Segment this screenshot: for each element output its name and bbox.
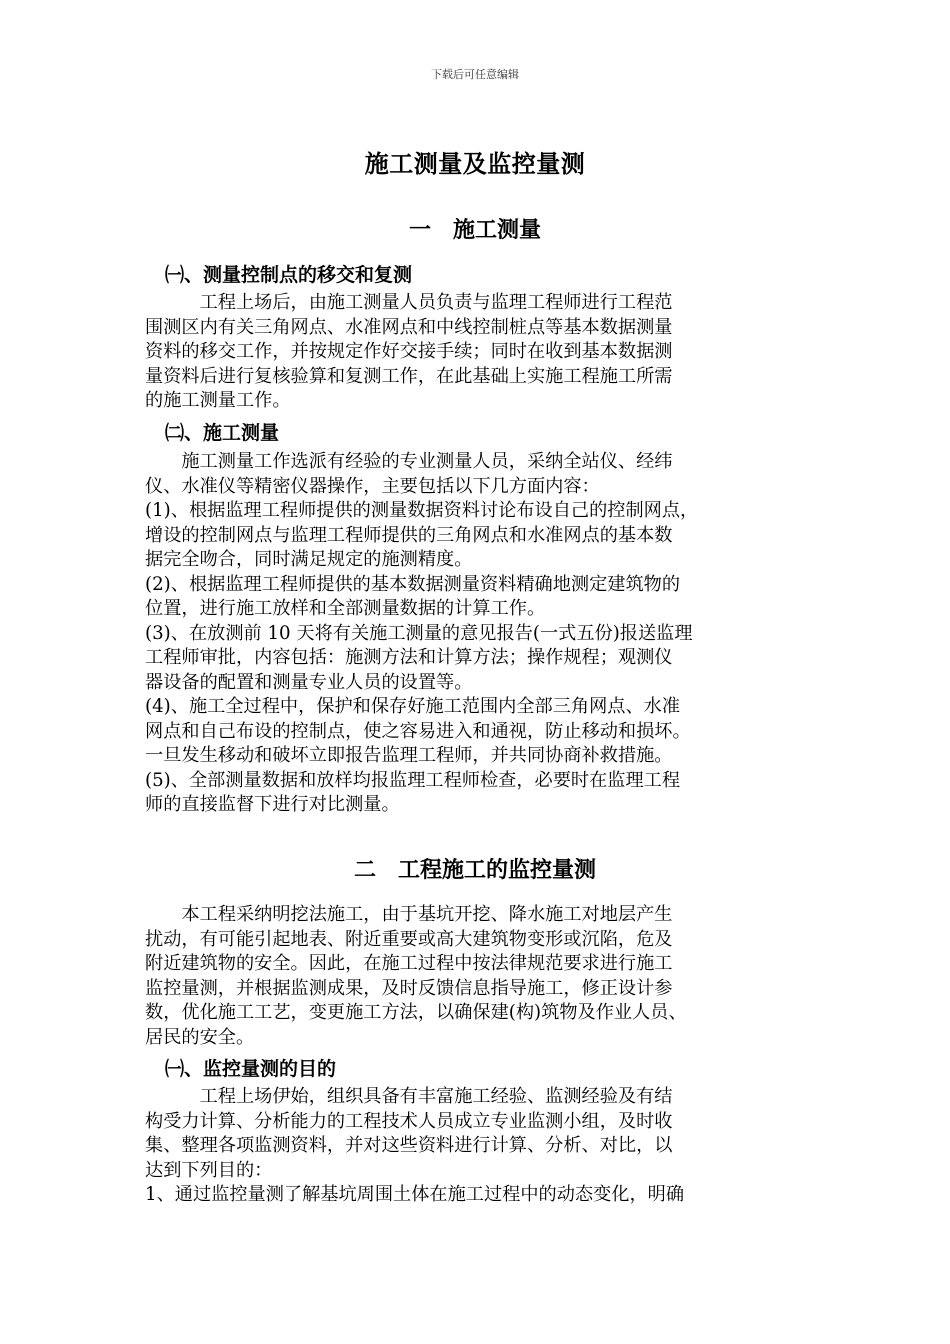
text-line: 的施工测量工作。 (145, 390, 291, 411)
subsection-1-1-heading: ㈠、测量控制点的移交和复测 (165, 264, 413, 286)
subsection-1-1-paragraph (145, 291, 815, 414)
text-line: 达到下列目的： (145, 1159, 273, 1181)
text-line: 网点和自己布设的控制点，使之容易进入和通视，防止移动和损坏。 (145, 720, 691, 742)
text-line: 围测区内有关三角网点、水准网点和中线控制桩点等基本数据测量 (145, 316, 673, 338)
section-1-number: 一 (408, 218, 431, 243)
text-line: 扰动，有可能引起地表、附近重要或高大建筑物变形或沉陷，危及 (145, 928, 673, 950)
section-2-title: 工程施工的监控量测 (398, 858, 597, 883)
text-line: 集、整理各项监测资料，并对这些资料进行计算、分析、对比，以 (145, 1135, 673, 1156)
text-line: 施工测量工作选派有经验的专业测量人员，采纳全站仪、经纬 (145, 451, 673, 472)
text-line: 位置，进行施工放样和全部测量数据的计算工作。 (145, 598, 546, 619)
document-title: 施工测量及监控量测 (364, 150, 586, 178)
text-line: (3)、在放测前 10 天将有关施工测量的意见报告(一式五份)报送监理 (145, 622, 693, 644)
text-line: 本工程采纳明挖法施工，由于基坑开挖、降水施工对地层产生 (145, 904, 673, 925)
text-line: 增设的控制网点与监理工程师提供的三角网点和水准网点的基本数 (145, 524, 673, 546)
text-line: 工程师审批，内容包括：施测方法和计算方法；操作规程；观测仪 (145, 647, 673, 668)
text-line: 资料的移交工作，并按规定作好交接手续；同时在收到基本数据测 (145, 341, 673, 362)
section-2-heading (0, 853, 950, 884)
text-line: (4)、施工全过程中，保护和保存好施工范围内全部三角网点、水准 (145, 696, 681, 717)
text-line: (5)、全部测量数据和放样均报监理工程师检查，必要时在监理工程 (145, 769, 681, 791)
text-line: 师的直接监督下进行对比测量。 (145, 794, 400, 815)
text-line: 工程上场伊始，组织具备有丰富施工经验、监测经验及有结 (145, 1086, 673, 1107)
text-line: 构受力计算、分析能力的工程技术人员成立专业监测小组，及时收 (145, 1110, 673, 1132)
text-line: 量资料后进行复核验算和复测工作，在此基础上实施工程施工所需 (145, 365, 673, 387)
section-1-title: 施工测量 (453, 218, 542, 243)
text-line: 居民的安全。 (145, 1026, 255, 1048)
header-note: 下载后可任意编辑 (431, 68, 519, 81)
text-line: 监控量测，并根据监测成果，及时反馈信息指导施工，修正设计参 (145, 977, 673, 999)
subsection-2-1-paragraph (145, 1085, 815, 1208)
text-line: 附近建筑物的安全。因此，在施工过程中按法律规范要求进行施工 (145, 953, 673, 974)
text-line: 仪、水准仪等精密仪器操作，主要包括以下几方面内容： (145, 475, 600, 497)
subsection-2-1-heading: ㈠、监控量测的目的 (165, 1058, 337, 1080)
text-line: (1)、根据监理工程师提供的测量数据资料讨论布设自己的控制网点， (145, 500, 699, 521)
text-line: 器设备的配置和测量专业人员的设置等。 (145, 671, 473, 693)
text-line: 1、通过监控量测了解基坑周围土体在施工过程中的动态变化，明确 (145, 1184, 685, 1205)
text-line: 工程上场后，由施工测量人员负责与监理工程师进行工程范 (145, 292, 673, 313)
text-line: (2)、根据监理工程师提供的基本数据测量资料精确地测定建筑物的 (145, 573, 681, 595)
text-line: 据完全吻合，同时满足规定的施测精度。 (145, 549, 473, 570)
section-1-heading (0, 213, 950, 244)
section-2-intro-paragraph (145, 903, 815, 1050)
text-line: 数，优化施工工艺，变更施工方法，以确保建(构)筑物及作业人员、 (145, 1002, 687, 1023)
subsection-1-2-heading: ㈡、施工测量 (165, 422, 280, 444)
text-line: 一旦发生移动和破坏立即报告监理工程师，并共同协商补救措施。 (145, 745, 673, 766)
section-2-number: 二 (353, 858, 376, 883)
subsection-1-2-paragraph (145, 450, 815, 818)
